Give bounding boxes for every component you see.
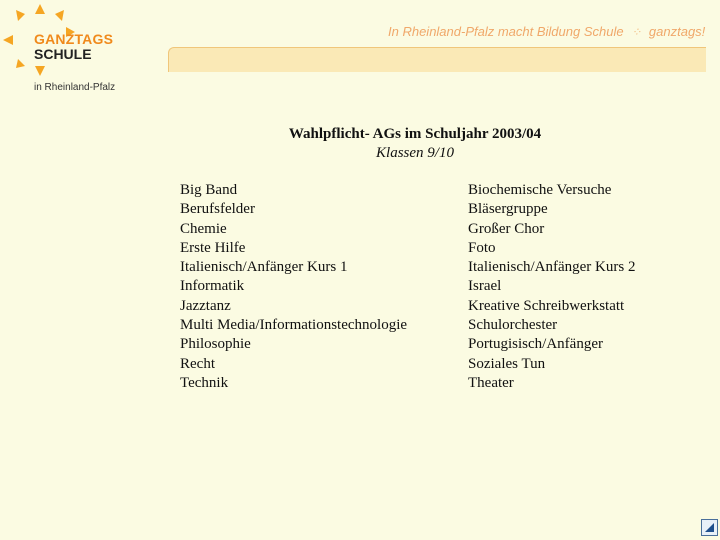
list-item: Erste Hilfe — [180, 239, 246, 256]
list-item: Informatik — [180, 278, 245, 295]
list-item: Bläsergruppe — [468, 201, 548, 218]
slogan-tag: ganztags! — [648, 24, 706, 39]
list-item: Big Band — [180, 182, 238, 198]
slogan-text: In Rheinland-Pfalz macht Bildung Schule — [388, 24, 624, 39]
list-item: Theater — [468, 374, 514, 391]
ganztagsschule-logo — [0, 0, 125, 100]
list-item: Soziales Tun — [468, 355, 546, 372]
list-item: Italienisch/Anfänger Kurs 2 — [468, 259, 636, 276]
header-slogan — [388, 24, 705, 39]
list-item: Biochemische Versuche — [468, 182, 612, 198]
course-list-left — [180, 181, 407, 393]
list-item: Multi Media/Informationstechnologie — [180, 317, 408, 334]
logo-subtext: in Rheinland-Pfalz — [34, 82, 116, 93]
list-item: Portugisisch/Anfänger — [468, 336, 603, 353]
list-item: Israel — [468, 278, 502, 295]
list-item: Technik — [180, 374, 229, 391]
list-item: Schulorchester — [468, 317, 558, 334]
list-item: Chemie — [180, 220, 227, 237]
list-item: Philosophie — [180, 336, 251, 353]
course-list-right — [468, 181, 635, 393]
list-item: Foto — [468, 239, 496, 256]
page-subtitle: Klassen 9/10 — [376, 145, 454, 161]
list-item: Berufsfelder — [180, 201, 255, 218]
list-item: Recht — [180, 355, 215, 372]
list-item: Jazztanz — [180, 297, 231, 314]
logo-text-ganztags: GANZTAGS — [34, 31, 114, 47]
sparkle-icon: ⁘ — [631, 25, 642, 39]
back-arrow-button[interactable] — [701, 519, 718, 536]
logo-text-schule: SCHULE — [34, 46, 92, 62]
list-item: Kreative Schreibwerkstatt — [468, 297, 625, 314]
page-title: Wahlpflicht- AGs im Schuljahr 2003/04 — [288, 126, 542, 142]
back-arrow-icon — [702, 520, 717, 535]
list-item: Italienisch/Anfänger Kurs 1 — [180, 259, 348, 276]
list-item: Großer Chor — [468, 220, 545, 237]
header-bar — [168, 47, 706, 72]
